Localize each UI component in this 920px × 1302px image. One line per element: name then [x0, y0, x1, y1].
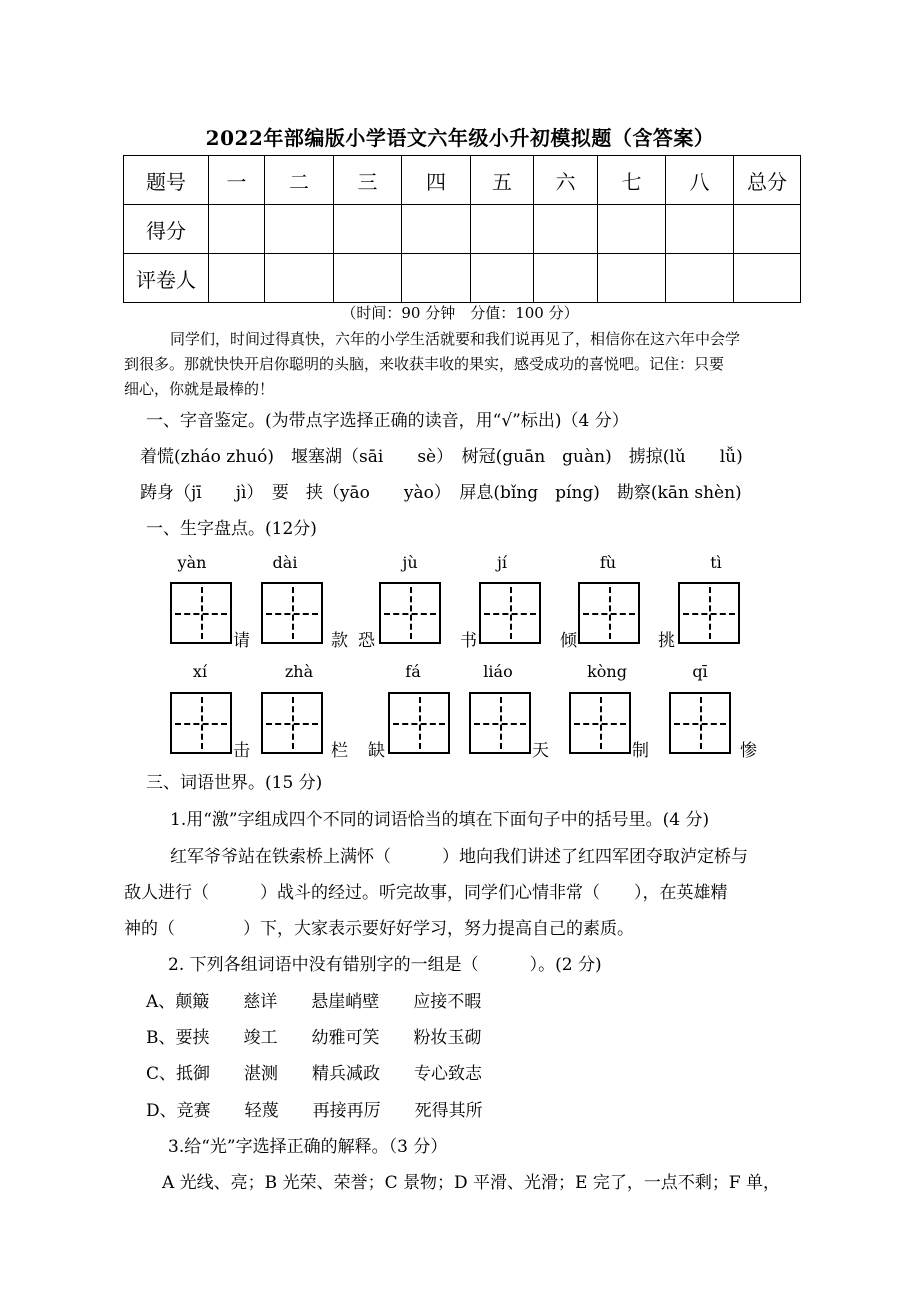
pinyin: jù — [402, 553, 418, 572]
page-title: 2022年部编版小学语文六年级小升初模拟题（含答案） — [205, 126, 715, 150]
table-header: 五 — [471, 156, 534, 205]
char: 栏 — [331, 741, 348, 761]
pinyin: fá — [405, 662, 421, 681]
char-box[interactable] — [261, 582, 323, 644]
grader-cell[interactable] — [471, 254, 534, 303]
grader-cell[interactable] — [334, 254, 402, 303]
table-header: 八 — [666, 156, 734, 205]
exam-meta: （时间：90 分钟 分值：100 分） — [341, 304, 579, 322]
table-header: 三 — [334, 156, 402, 205]
table-row — [124, 205, 801, 254]
table-header: 七 — [598, 156, 666, 205]
option[interactable]: A、颠簸 慈详 悬崖峭壁 应接不暇 — [146, 992, 482, 1012]
char-box[interactable] — [261, 692, 323, 754]
question: 3.给“光”字选择正确的解释。（3 分） — [168, 1137, 448, 1157]
option[interactable]: C、抵御 湛测 精兵减政 专心致志 — [146, 1064, 483, 1084]
char: 恐 — [358, 631, 375, 651]
char: 请 — [233, 631, 250, 651]
char: 惨 — [740, 741, 757, 761]
row-label: 评卷人 — [124, 254, 209, 303]
score-cell[interactable] — [265, 205, 334, 254]
question-text: A 光线、亮；B 光荣、荣誉；C 景物；D 平滑、光滑；E 完了，一点不剩；F 单， — [162, 1173, 781, 1193]
pinyin: jí — [496, 553, 508, 572]
question: 2. 下列各组词语中没有错别字的一组是（ ）。(2 分) — [168, 955, 602, 975]
pinyin-line: 着慌(zháo zhuó) 堰塞湖（sāi sè） 树冠(guān guàn) 掳掠(lǔ lǚ) — [140, 447, 743, 467]
score-cell[interactable] — [471, 205, 534, 254]
pinyin: tì — [710, 553, 722, 572]
pinyin-line: 踌身（jī jì） 要 挟（yāo yào） 屏息(bǐng píng) 勘察(kān shèn) — [140, 483, 742, 503]
table-header: 四 — [402, 156, 471, 205]
char: 缺 — [368, 741, 385, 761]
grader-cell[interactable] — [209, 254, 265, 303]
score-cell[interactable] — [598, 205, 666, 254]
grader-cell[interactable] — [598, 254, 666, 303]
char: 挑 — [658, 631, 675, 651]
question-text: 敌人进行（ ）战斗的经过。听完故事，同学们心情非常（ ），在英雄精 — [124, 883, 728, 903]
char-box[interactable] — [170, 582, 232, 644]
pinyin: qī — [692, 662, 708, 681]
pinyin: xí — [192, 662, 208, 681]
pinyin: liáo — [483, 662, 513, 681]
section-heading: 三、词语世界。(15 分) — [146, 773, 323, 793]
char-box[interactable] — [388, 692, 450, 754]
section-heading: 一、生字盘点。(12分) — [146, 519, 317, 539]
score-cell[interactable] — [334, 205, 402, 254]
char-box[interactable] — [170, 692, 232, 754]
char-box[interactable] — [379, 582, 441, 644]
intro-line: 同学们，时间过得真快，六年的小学生活就要和我们说再见了，相信你在这六年中会学 — [170, 330, 741, 348]
score-cell[interactable] — [402, 205, 471, 254]
score-cell[interactable] — [209, 205, 265, 254]
char: 书 — [460, 631, 477, 651]
char-box[interactable] — [678, 582, 740, 644]
char-box[interactable] — [578, 582, 640, 644]
question-text: 神的（ ）下，大家表示要好好学习，努力提高自己的素质。 — [124, 919, 634, 939]
char: 款 — [331, 631, 348, 651]
table-row — [124, 254, 801, 303]
pinyin: zhà — [284, 662, 314, 681]
section-heading: 一、字音鉴定。(为带点字选择正确的读音，用“√”标出)（4 分） — [146, 411, 629, 431]
score-cell[interactable] — [534, 205, 598, 254]
table-header: 总分 — [734, 156, 801, 205]
char-box[interactable] — [669, 692, 731, 754]
pinyin: yàn — [177, 553, 207, 572]
char-box[interactable] — [479, 582, 541, 644]
pinyin: kòng — [587, 662, 627, 681]
question-text: 红军爷爷站在铁索桥上满怀（ ）地向我们讲述了红四军团夺取泸定桥与 — [170, 847, 748, 867]
intro-line: 细心，你就是最棒的！ — [124, 380, 275, 398]
score-cell[interactable] — [734, 205, 801, 254]
grader-cell[interactable] — [734, 254, 801, 303]
question: 1.用“激”字组成四个不同的词语恰当的填在下面句子中的括号里。(4 分) — [170, 810, 710, 830]
grader-cell[interactable] — [265, 254, 334, 303]
table-header: 二 — [265, 156, 334, 205]
pinyin: dài — [272, 553, 298, 572]
char: 制 — [632, 741, 649, 761]
row-label: 得分 — [124, 205, 209, 254]
char-box[interactable] — [469, 692, 531, 754]
option[interactable]: D、竞赛 轻蔑 再接再厉 死得其所 — [146, 1101, 483, 1121]
table-header: 六 — [534, 156, 598, 205]
char: 击 — [233, 741, 250, 761]
grader-cell[interactable] — [402, 254, 471, 303]
char: 天 — [532, 741, 549, 761]
option[interactable]: B、要挟 竣工 幼雅可笑 粉妆玉砌 — [146, 1028, 482, 1048]
table-header: 题号 — [124, 156, 209, 205]
score-cell[interactable] — [666, 205, 734, 254]
table-row — [124, 156, 801, 205]
grader-cell[interactable] — [534, 254, 598, 303]
char-box[interactable] — [569, 692, 631, 754]
pinyin: fù — [599, 553, 617, 572]
char: 倾 — [560, 631, 577, 651]
intro-line: 到很多。那就快快开启你聪明的头脑，来收获丰收的果实，感受成功的喜悦吧。记住：只要 — [124, 355, 725, 373]
grader-cell[interactable] — [666, 254, 734, 303]
score-table — [123, 155, 801, 303]
table-header: 一 — [209, 156, 265, 205]
